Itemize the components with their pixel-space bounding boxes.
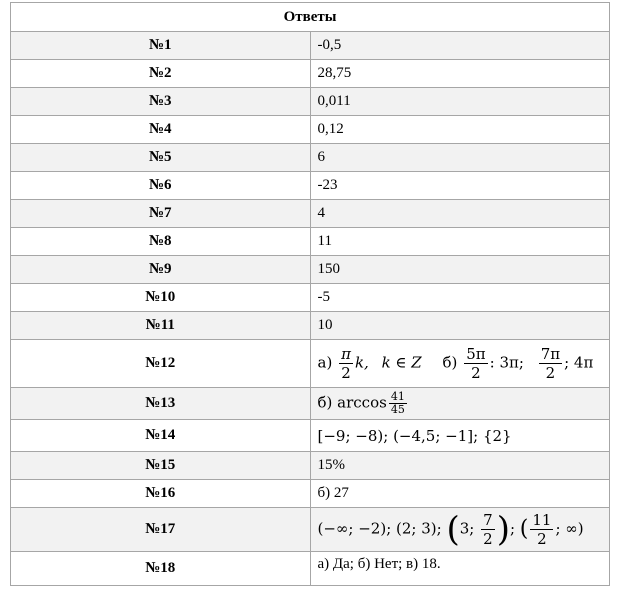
answer-value: -0,5 (310, 32, 610, 60)
table-row (11, 480, 610, 508)
question-number: №18 (11, 552, 311, 586)
table-header: Ответы (11, 3, 610, 32)
table-row (11, 284, 610, 312)
question-number: №1 (11, 32, 311, 60)
answer-value: -23 (310, 172, 610, 200)
question-number: №9 (11, 256, 311, 284)
answer-value: 6 (310, 144, 610, 172)
answer-value: [−9; −8); (−4,5; −1]; {2} (310, 420, 610, 452)
answers-table (10, 2, 610, 586)
answer-value: 4 (310, 200, 610, 228)
part-label: б) (442, 353, 458, 372)
table-row (11, 452, 610, 480)
question-number: №5 (11, 144, 311, 172)
table-row (11, 116, 610, 144)
fraction: $\frac{11}{2}$ (532, 511, 552, 548)
table-row (11, 172, 610, 200)
question-number: №8 (11, 228, 311, 256)
answer-value: -5 (310, 284, 610, 312)
answer-value: а) $\frac{\pi}{2}$ k, k ∈ Z б) $\frac{5\pi}{2}$ : 3π; $\frac{7\pi}{2}$ ; 4π (310, 340, 610, 388)
fraction: $\frac{7\pi}{2}$ (540, 345, 561, 382)
fraction: $\frac{7}{2}$ (483, 511, 493, 548)
question-number: №4 (11, 116, 311, 144)
question-number: №17 (11, 508, 311, 552)
table-row (11, 228, 610, 256)
answer-value: 15% (310, 452, 610, 480)
table-row (11, 340, 610, 388)
question-number: №14 (11, 420, 311, 452)
fraction: $\frac{41}{45}$ (390, 390, 405, 416)
question-number: №10 (11, 284, 311, 312)
table-row (11, 420, 610, 452)
part-label: б) (317, 393, 333, 412)
answer-value: 0,011 (310, 88, 610, 116)
question-number: №15 (11, 452, 311, 480)
answer-value: б) arccos $\frac{41}{45}$ (310, 388, 610, 420)
answer-value: 28,75 (310, 60, 610, 88)
table-row (11, 256, 610, 284)
question-number: №6 (11, 172, 311, 200)
part-label: а) (317, 353, 333, 372)
answer-value: 0,12 (310, 116, 610, 144)
table-row (11, 200, 610, 228)
table-row (11, 552, 610, 586)
table-row (11, 60, 610, 88)
answer-value: б) 27 (310, 480, 610, 508)
table-row (11, 312, 610, 340)
question-number: №16 (11, 480, 311, 508)
question-number: №3 (11, 88, 311, 116)
question-number: №2 (11, 60, 311, 88)
question-number: №11 (11, 312, 311, 340)
table-row (11, 144, 610, 172)
answer-value: а) Да; б) Нет; в) 18. (310, 552, 610, 586)
fraction: $\frac{\pi}{2}$ (341, 345, 351, 382)
question-number: №13 (11, 388, 311, 420)
fraction: $\frac{5\pi}{2}$ (466, 345, 486, 382)
answer-value: 10 (310, 312, 610, 340)
table-row (11, 388, 610, 420)
answer-value: (−∞; −2); (2; 3); (3; $\frac{7}{2}$ ); ( $\frac{11}{2}$ ; ∞) (310, 508, 610, 552)
table-row (11, 32, 610, 60)
table-row (11, 88, 610, 116)
table-row (11, 508, 610, 552)
answer-value: 150 (310, 256, 610, 284)
question-number: №12 (11, 340, 311, 388)
answer-value: 11 (310, 228, 610, 256)
question-number: №7 (11, 200, 311, 228)
